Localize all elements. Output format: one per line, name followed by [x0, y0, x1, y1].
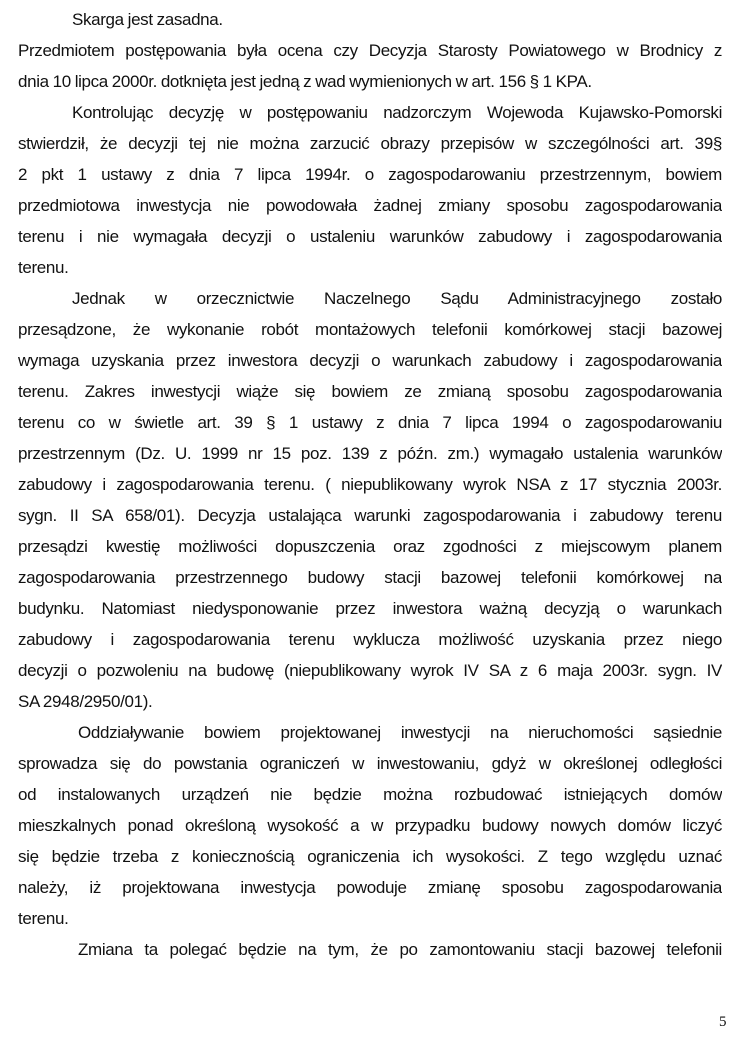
page-number: 5: [719, 1014, 727, 1030]
text-line: należy, iż projektowana inwestycja powoduje zmianę sposobu zagospodarowania: [18, 878, 722, 897]
text-line: przesądzi kwestię możliwości dopuszczenia oraz zgodności z miejscowym planem: [18, 537, 722, 556]
text-line: stwierdził, że decyzji tej nie można zarzucić obrazy przepisów w szczególności art. 39§: [18, 134, 722, 153]
paragraph: [18, 934, 722, 965]
text-line: sprowadza się do powstania ograniczeń w inwestowaniu, gdyż w określonej odległości: [18, 754, 722, 773]
text-line: wymaga uzyskania przez inwestora decyzji o warunkach zabudowy i zagospodarowania: [18, 351, 722, 370]
document-body: [18, 4, 722, 965]
text-line: terenu. Zakres inwestycji wiąże się bowiem ze zmianą sposobu zagospodarowania: [18, 382, 722, 401]
text-line: terenu.: [18, 909, 69, 928]
text-line: terenu i nie wymagała decyzji o ustaleniu warunków zabudowy i zagospodarowania: [18, 227, 722, 246]
paragraph: [18, 35, 722, 97]
text-line: SA 2948/2950/01).: [18, 692, 153, 711]
paragraph: [18, 97, 722, 283]
text-line: Jednak w orzecznictwie Naczelnego Sądu Administracyjnego zostało: [72, 289, 722, 308]
paragraph: [18, 4, 722, 35]
text-line: terenu co w świetle art. 39 § 1 ustawy z dnia 7 lipca 1994 o zagospodarowaniu: [18, 413, 722, 432]
text-line: przestrzennym (Dz. U. 1999 nr 15 poz. 139 z późn. zm.) wymagało ustalenia warunków: [18, 444, 722, 463]
text-line: od instalowanych urządzeń nie będzie można rozbudować istniejących domów: [18, 785, 722, 804]
text-line: budynku. Natomiast niedysponowanie przez inwestora ważną decyzją o warunkach: [18, 599, 722, 618]
text-line: zabudowy i zagospodarowania terenu. ( niepublikowany wyrok NSA z 17 stycznia 2003r.: [18, 475, 722, 494]
paragraph: [18, 717, 722, 934]
text-line: terenu.: [18, 258, 69, 277]
text-line: mieszkalnych ponad określoną wysokość a w przypadku budowy nowych domów liczyć: [18, 816, 722, 835]
text-line: zagospodarowania przestrzennego budowy stacji bazowej telefonii komórkowej na: [18, 568, 722, 587]
text-line: Zmiana ta polegać będzie na tym, że po zamontowaniu stacji bazowej telefonii: [78, 940, 722, 959]
text-line: sygn. II SA 658/01). Decyzja ustalająca warunki zagospodarowania i zabudowy terenu: [18, 506, 722, 525]
text-line: przesądzone, że wykonanie robót montażowych telefonii komórkowej stacji bazowej: [18, 320, 722, 339]
text-line: Przedmiotem postępowania była ocena czy Decyzja Starosty Powiatowego w Brodnicy z: [18, 41, 722, 60]
text-line: 2 pkt 1 ustawy z dnia 7 lipca 1994r. o zagospodarowaniu przestrzennym, bowiem: [18, 165, 722, 184]
text-line: decyzji o pozwoleniu na budowę (niepublikowany wyrok IV SA z 6 maja 2003r. sygn. IV: [18, 661, 722, 680]
text-line: dnia 10 lipca 2000r. dotknięta jest jedną z wad wymienionych w art. 156 § 1 KPA.: [18, 72, 592, 91]
paragraph: [18, 283, 722, 717]
text-line: zabudowy i zagospodarowania terenu wyklucza możliwość uzyskania przez niego: [18, 630, 722, 649]
text-line: Kontrolując decyzję w postępowaniu nadzorczym Wojewoda Kujawsko-Pomorski: [72, 103, 722, 122]
text-line: Skarga jest zasadna.: [72, 10, 223, 29]
text-line: przedmiotowa inwestycja nie powodowała żadnej zmiany sposobu zagospodarowania: [18, 196, 722, 215]
text-line: się będzie trzeba z koniecznością ograniczenia ich wysokości. Z tego względu uznać: [18, 847, 722, 866]
text-line: Oddziaływanie bowiem projektowanej inwestycji na nieruchomości sąsiednie: [78, 723, 722, 742]
